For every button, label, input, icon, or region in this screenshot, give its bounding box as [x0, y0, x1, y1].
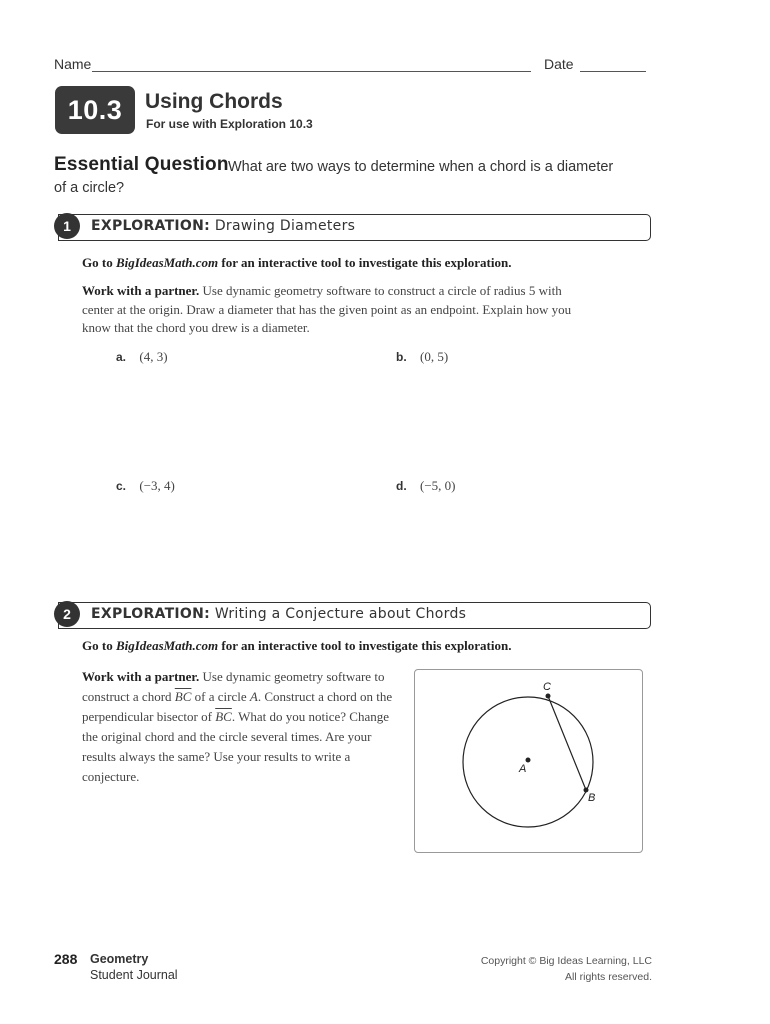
exploration-2-heading — [91, 606, 466, 622]
section-number-badge: 10.3 — [55, 86, 135, 134]
exploration-2-label: EXPLORATION: — [91, 606, 211, 622]
item-c: c. (−3, 4) — [116, 478, 175, 493]
exploration-2-goto: Go to BigIdeasMath.com for an interactive tool to investigate this exploration. — [82, 638, 512, 653]
exploration-1-title: Drawing Diameters — [214, 218, 356, 234]
book-title: Geometry Student Journal — [90, 952, 178, 982]
label-c: C — [543, 681, 551, 693]
exploration-1-number: 1 — [54, 213, 80, 239]
page-number: 288 — [54, 951, 78, 967]
exploration-1-heading — [91, 218, 355, 234]
exploration-1-goto: Go to BigIdeasMath.com for an interactive tool to investigate this exploration. — [82, 255, 512, 270]
item-d: d. (−5, 0) — [396, 478, 456, 493]
point-c — [546, 694, 551, 699]
website-link[interactable]: BigIdeasMath.com — [115, 255, 219, 270]
center-point-a — [526, 758, 531, 763]
label-a: A — [519, 763, 527, 775]
exploration-1-label: EXPLORATION: — [91, 218, 211, 234]
name-label: Name — [54, 56, 92, 72]
exploration-2-number: 2 — [54, 601, 80, 627]
website-link[interactable]: BigIdeasMath.com — [115, 638, 219, 653]
copyright-notice: Copyright © Big Ideas Learning, LLC All rights reserved. — [480, 955, 652, 983]
exploration-2-title: Writing a Conjecture about Chords — [214, 606, 467, 622]
circle-figure-box — [414, 669, 643, 853]
essential-question-heading: Essential Question — [54, 154, 229, 175]
essential-question-text: What are two ways to determine when a chord is a diameter of a circle? — [54, 159, 614, 196]
item-a: a. (4, 3) — [116, 349, 168, 364]
date-blank-line[interactable] — [580, 71, 646, 72]
item-b: b. (0, 5) — [396, 349, 449, 364]
label-b: B — [588, 792, 596, 804]
name-blank-line[interactable] — [92, 71, 531, 72]
section-subtitle: For use with Exploration 10.3 — [146, 117, 313, 131]
exploration-2-instructions: Work with a partner. Use dynamic geometry software to construct a chord $\overline{BC}$ of a circle A. Construct a chord on the perpendicular bisector of $\overline{BC}$. What do you notice? Change the original chord and the circle several times. Are your results always the same? Use your results to write a conjecture. — [82, 669, 393, 784]
exploration-1-instructions: Work with a partner. Use dynamic geometry software to construct a circle of radius 5 with center at the origin. Draw a diameter that has the given point as an endpoint. Explain how you know that the chord you drew is a diameter. — [82, 283, 572, 335]
section-title: Using Chords — [145, 90, 283, 113]
date-label: Date — [544, 56, 574, 72]
circle-chord-diagram — [415, 670, 642, 852]
